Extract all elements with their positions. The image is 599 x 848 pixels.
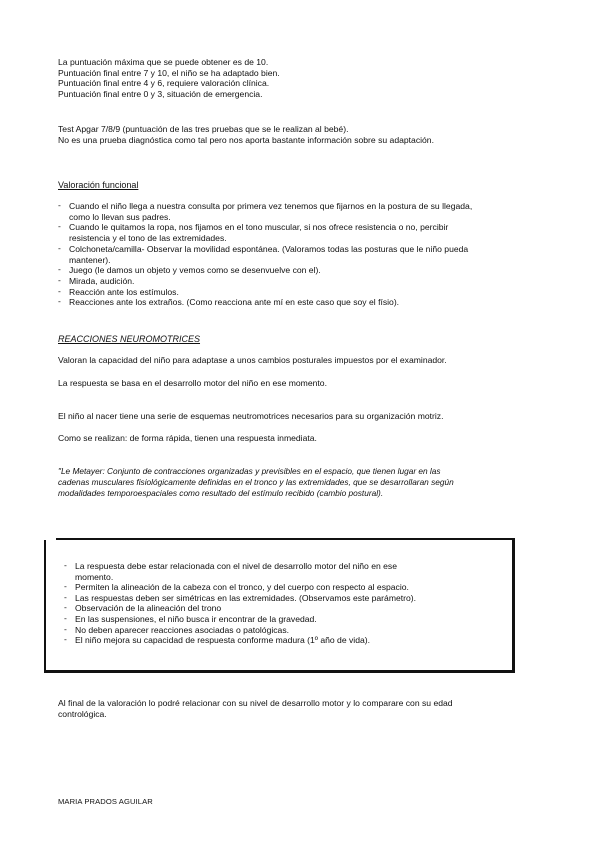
reacciones-p2: La respuesta se basa en el desarrollo motor del niño en ese momento. [58,378,327,388]
list-item: - En las suspensiones, el niño busca ir encontrar de la gravedad. [64,614,484,625]
apgar-line: No es una prueba diagnóstica como tal pero nos aporta bastante información sobre su adaptación. [58,134,434,145]
list-item: - El niño mejora su capacidad de respuesta conforme madura (1º año de vida). [64,635,484,646]
list-item: - Reacciones ante los extraños. (Como reacciona ante mí en este caso que soy el físio). [58,297,539,308]
score-note: Puntuación final entre 7 y 10, el niño se ha adaptado bien. [58,67,280,78]
reacciones-heading-wrap [58,334,539,345]
list-item: - Cuando le quitamos la ropa, nos fijamos en el tono muscular, si nos ofrece resistencia o no, percibir resistencia y el tono de las extremidades. [58,222,539,243]
box-list-wrap [64,561,484,646]
list-item: - Mirada, audición. [58,276,539,287]
author-footer: MARIA PRADOS AGUILAR [58,797,153,806]
list-item: - Cuando el niño llega a nuestra consulta por primera vez tenemos que fijarnos en la postura de su llegada, como lo llevan sus padres. [58,201,539,222]
reacciones-p4: Como se realizan: de forma rápida, tienen una respuesta inmediata. [58,433,317,443]
apgar-line: Test Apgar 7/8/9 (puntuación de las tres pruebas que se le realizan al bebé). [58,124,349,134]
reacciones-p1: Valoran la capacidad del niño para adaptase a unos cambios posturales impuestos por el examinador. [58,355,447,365]
valoracion-heading-wrap [58,180,539,191]
apgar-paragraph [58,124,539,145]
score-note: Puntuación final entre 0 y 3, situación de emergencia. [58,88,263,99]
score-note: La puntuación máxima que se puede obtener es de 10. [58,57,269,67]
reacciones-p3: El niño al nacer tiene una serie de esquemas neutromotrices necesarios para su organización motriz. [58,411,444,421]
list-item: - Permiten la alineación de la cabeza con el tronco, y del cuerpo con respecto al espacio. [64,582,484,593]
list-item: - No deben aparecer reacciones asociadas o patológicas. [64,625,484,636]
list-item: - Las respuestas deben ser simétricas en las extremidades. (Observamos este parámetro). [64,593,484,604]
valoracion-list-wrap [58,201,539,308]
box-corner-gap [44,538,56,540]
le-metayer-quote: "Le Metayer: Conjunto de contracciones organizadas y previsibles en el espacio, que tienen lugar en las cadenas musculares fisiológicamente definidas en el tronco y las extremidades, que se desarrollaran según modalidades temporoespaciales como resultado del estímulo recibido (cambio postural). [58,466,454,498]
box-list [64,561,484,646]
list-item: - Colchoneta/camilla- Observar la movilidad espontánea. (Valoramos todas las posturas que le niño pueda mantener). [58,244,539,265]
valoracion-list [58,201,539,308]
list-item: - Reacción ante los estímulos. [58,287,539,298]
list-item: - Juego (le damos un objeto y vemos como se desenvuelve con el). [58,265,539,276]
score-notes [58,57,539,99]
section-heading: REACCIONES NEUROMOTRICES [58,334,201,344]
list-item: - La respuesta debe estar relacionada con el nivel de desarrollo motor del niño en ese momento. [64,561,484,582]
list-item: - Observación de la alineación del trono [64,603,484,614]
section-heading: Valoración funcional [58,180,139,190]
final-paragraph: Al final de la valoración lo podré relacionar con su nivel de desarrollo motor y lo comparare con su edad contrológica. [58,698,453,719]
score-note: Puntuación final entre 4 y 6, requiere valoración clínica. [58,78,270,88]
